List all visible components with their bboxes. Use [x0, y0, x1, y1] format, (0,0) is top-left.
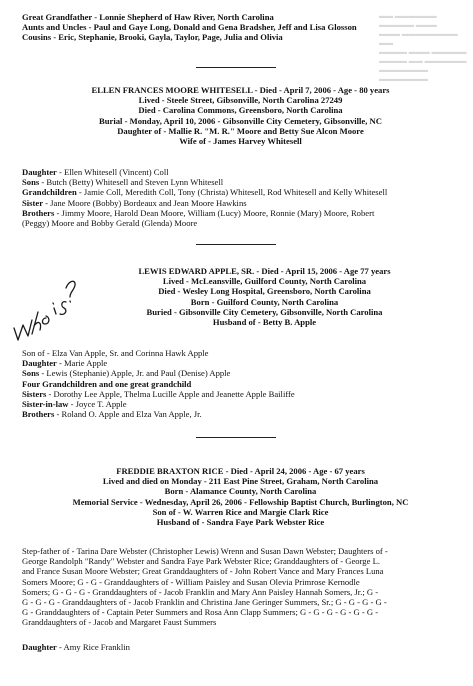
family-line: Granddaughters of - Jacob and Margaret Faust Summers — [22, 617, 217, 628]
obituary-detail: Son of - W. Warren Rice and Margie Clark Rice — [152, 506, 329, 517]
obituary-detail: Husband of - Betty B. Apple — [212, 317, 317, 328]
obituary-detail: Wife of - James Harvey Whitesell — [179, 136, 302, 147]
family-line: Four Grandchildren and one great grandchild — [22, 378, 192, 389]
obituary-detail: Born - Guilford County, North Carolina — [190, 296, 339, 307]
family-line: Daughter - Amy Rice Franklin — [22, 642, 130, 652]
family-line: Daughter - Marie Apple — [22, 358, 108, 369]
section-divider — [196, 437, 276, 438]
bleed-through-text: ▬▬ ▬▬▬▬▬▬ ▬▬▬▬▬ ▬▬▬ ▬▬▬ ▬▬▬▬▬▬▬▬ ▬▬ ▬▬▬▬ ▬▬▬ ▬▬▬▬▬ ▬▬▬▬ ▬▬ ▬▬▬▬▬▬ ▬▬▬▬▬▬▬ ▬▬▬▬▬▬▬ — [379, 12, 467, 83]
obituary-title: FREDDIE BRAXTON RICE - Died - April 24, 2006 - Age - 67 years — [116, 466, 365, 476]
obituary-header — [70, 266, 459, 327]
family-line: Somers; G - G - G - Granddaughters of - Jacob Franklin and Mary Ann Paisley Hannah Somers, Jr.; G - — [22, 586, 379, 597]
obituary-detail: Lived and died on Monday - 211 East Pine Street, Graham, North Carolina — [102, 476, 379, 487]
family-line: Cousins - Eric, Stephanie, Brooki, Gayla, Taylor, Page, Julia and Olivia — [22, 32, 283, 43]
obituary-family — [22, 167, 459, 228]
family-line: G - Granddaughters of - Captain Peter Summers and Rosa Ann Clapp Summers; G - G - G - G - G - G - — [22, 607, 379, 618]
obituary-family — [22, 348, 459, 419]
family-line: George Randolph "Randy" Webster and Sandra Faye Park Webster Rice; Granddaughters of - George L. — [22, 556, 380, 567]
section-divider — [196, 67, 276, 68]
obituary-detail: Husband of - Sandra Faye Park Webster Rice — [156, 517, 325, 528]
family-line: Sons - Butch (Betty) Whitesell and Steven Lynn Whitesell — [22, 177, 224, 188]
family-line: Sons - Lewis (Stephanie) Apple, Jr. and Paul (Denise) Apple — [22, 368, 231, 379]
family-line: Step-father of - Tarina Dare Webster (Christopher Lewis) Wrenn and Susan Dawn Webster; Daughters of - — [22, 546, 388, 556]
section-divider — [196, 244, 276, 245]
obituary-detail: Burial - Monday, April 10, 2006 - Gibsonville City Cemetery, Gibsonville, NC — [99, 115, 382, 126]
family-line: Great Grandfather - Lonnie Shepherd of Haw River, North Carolina — [22, 12, 274, 22]
family-line: Son of - Elza Van Apple, Sr. and Corinna Hawk Apple — [22, 348, 209, 358]
family-line: Somers Moore; G - G - Granddaughters of - William Paisley and Susan Olevia Primrose Kernodle — [22, 576, 360, 587]
family-line: Brothers - Roland O. Apple and Elza Van Apple, Jr. — [22, 409, 202, 420]
obituary-detail: Lived - Steele Street, Gibsonville, North Carolina 27249 — [138, 95, 343, 106]
obituary-header — [22, 466, 459, 527]
obituary-family — [22, 546, 459, 628]
family-top — [22, 12, 459, 43]
obituary-title: ELLEN FRANCES MOORE WHITESELL - Died - April 7, 2006 - Age - 80 years — [91, 85, 390, 95]
obituary-detail: Memorial Service - Wednesday, April 26, 2006 - Fellowship Baptist Church, Burlington, NC — [72, 496, 409, 507]
family-line: Brothers - Jimmy Moore, Harold Dean Moore, William (Lucy) Moore, Ronnie (Mary) Moore, Robert — [22, 207, 375, 218]
obituary-family-extra — [22, 642, 459, 652]
obituary-title: LEWIS EDWARD APPLE, SR. - Died - April 15, 2006 - Age 77 years — [138, 266, 391, 276]
family-line: G - G - G - Granddaughters of - Jacob Franklin and Christina Jane Geringer Summers, Sr.; G - G - G - G - — [22, 597, 387, 608]
obituary-detail: Daughter of - Mallie R. "M. R." Moore and Betty Sue Alcon Moore — [117, 125, 364, 136]
family-line: Sister - Jane Moore (Bobby) Bordeaux and Jean Moore Hawkins — [22, 197, 247, 208]
obituary-detail: Lived - McLeansville, Guilford County, North Carolina — [162, 276, 367, 287]
family-line: Sister-in-law - Joyce T. Apple — [22, 399, 127, 410]
family-line: Daughter - Ellen Whitesell (Vincent) Coll — [22, 167, 169, 177]
family-line: and France Susan Moore Webster; Great Granddaughters of - John Robert Vance and Mary Frances Luna — [22, 566, 384, 577]
obituary-header — [22, 85, 459, 146]
family-line: Grandchildren - Jamie Coll, Meredith Coll, Tony (Christa) Whitesell, Rod Whitesell and Kelly Whitesell — [22, 187, 388, 198]
obituary-detail: Buried - Gibsonville City Cemetery, Gibsonville, North Carolina — [146, 306, 383, 317]
obituary-detail: Died - Wesley Long Hospital, Greensboro, North Carolina — [158, 286, 371, 297]
handwritten-note-text: Who is ? — [8, 268, 12, 269]
family-line: Aunts and Uncles - Paul and Gaye Long, Donald and Gena Bradsher, Jeff and Lisa Glosson — [22, 22, 357, 33]
obituary-detail: Died - Carolina Commons, Greensboro, North Carolina — [138, 105, 343, 116]
obituary-detail: Born - Alamance County, North Carolina — [164, 486, 317, 497]
family-line: Sisters - Dorothy Lee Apple, Thelma Lucille Apple and Jeanette Apple Bailiffe — [22, 388, 295, 399]
family-line: (Peggy) Moore and Bobby Gerald (Glenda) Moore — [22, 218, 198, 229]
